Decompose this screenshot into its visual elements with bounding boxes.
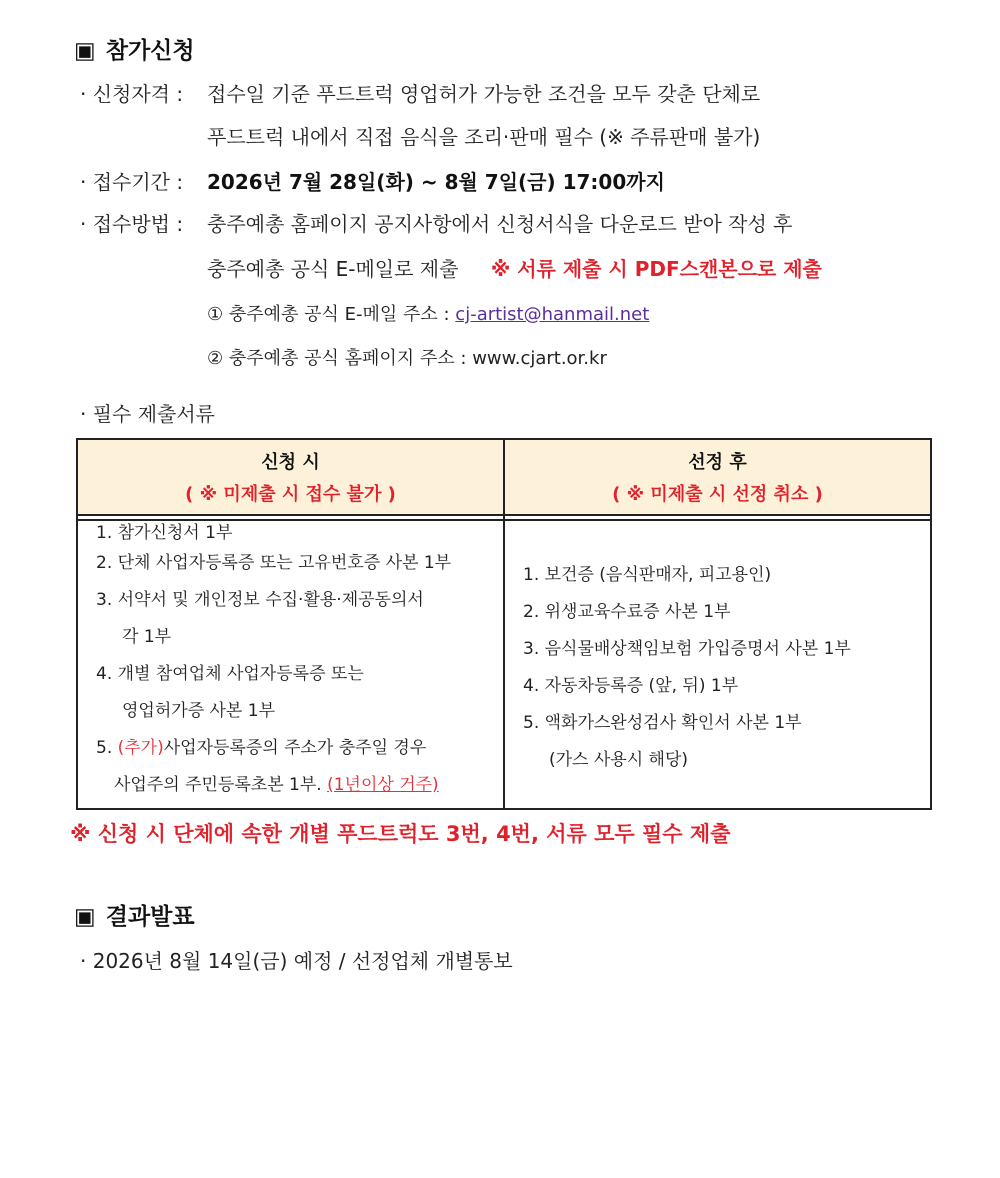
list-item [78,734,503,771]
after-selection-list [504,520,931,809]
list-item: 2. 단체 사업자등록증 또는 고유번호증 사본 1부 [96,553,452,573]
header-on-apply [77,439,504,515]
homepage-row [207,346,607,372]
results-line: · 2026년 8월 14일(금) 예정 / 선정업체 개별통보 [80,949,513,973]
item-number: 5. [96,738,118,758]
list-item: 5. 액화가스완성검사 확인서 사본 1부 [523,713,802,733]
method-line2 [207,256,822,282]
added-tag: (추가) [117,738,164,758]
square-bullet-icon: ▣ [74,38,96,64]
email-link[interactable]: cj-artist@hanmail.net [455,304,650,325]
header-after-selection-note: ( ※ 미제출 시 선정 취소 ) [612,484,823,505]
section-title: 결과발표 [105,904,195,930]
qualification-row [80,81,183,107]
residence-note: (1년이상 거주) [327,775,439,795]
header-on-apply-note: ( ※ 미제출 시 접수 불가 ) [185,484,396,505]
list-item [78,771,503,808]
list-item: 1. 보건증 (음식판매자, 피고용인) [523,565,772,585]
period-value: 2026년 7월 28일(화) ~ 8월 7일(금) 17:00까지 [207,170,665,194]
mandatory-warning: ※ 신청 시 단체에 속한 개별 푸드트럭도 3번, 4번, 서류 모두 필수 제출 [70,822,731,846]
list-item: 영업허가증 사본 1부 [122,701,275,721]
homepage-url: www.cjart.or.kr [472,348,607,369]
item-text: 사업자등록증의 주소가 충주일 경우 [163,738,427,758]
qualification-label: · 신청자격 : [80,82,184,106]
on-apply-list [77,520,504,809]
qualification-line1: 접수일 기준 푸드트럭 영업허가 가능한 조건을 모두 갖춘 단체로 [207,82,761,106]
list-item: 3. 음식물배상책임보험 가입증명서 사본 1부 [523,639,851,659]
table-header-row [77,439,931,515]
email-label: ① 충주예총 공식 E-메일 주소 : [207,304,450,325]
qualification-line2: 푸드트럭 내에서 직접 음식을 조리·판매 필수 (※ 주류판매 불가) [207,125,761,149]
list-item: 1. 참가신청서 1부 [96,523,233,543]
list-item: 3. 서약서 및 개인정보 수집·활용·제공동의서 [96,590,424,610]
section-title: 참가신청 [105,38,195,64]
required-docs-label: · 필수 제출서류 [80,402,215,426]
header-on-apply-title: 신청 시 [261,452,320,473]
item-text: 사업주의 주민등록초본 1부. [114,775,322,795]
list-item: 2. 위생교육수료증 사본 1부 [523,602,731,622]
list-item: (가스 사용시 해당) [549,750,689,770]
required-docs-table [76,438,932,810]
method-label: · 접수방법 : [80,212,184,236]
table-body-row [77,520,931,809]
period-label: · 접수기간 : [80,170,184,194]
list-item: 각 1부 [122,627,172,647]
list-item: 4. 개별 참여업체 사업자등록증 또는 [96,664,364,684]
pdf-note: ※ 서류 제출 시 PDF스캔본으로 제출 [490,257,822,281]
method-line2-text: 충주예총 공식 E-메일로 제출 [207,257,459,281]
homepage-label: ② 충주예총 공식 홈페이지 주소 : [207,348,467,369]
section-heading-results [74,898,195,931]
section-heading-application [74,32,195,65]
header-after-selection-title: 선정 후 [688,452,747,473]
list-item: 4. 자동차등록증 (앞, 뒤) 1부 [523,676,739,696]
square-bullet-icon: ▣ [74,904,96,930]
method-line1: 충주예총 홈페이지 공지사항에서 신청서식을 다운로드 받아 작성 후 [207,212,793,236]
email-row [207,302,649,328]
header-after-selection [504,439,931,515]
